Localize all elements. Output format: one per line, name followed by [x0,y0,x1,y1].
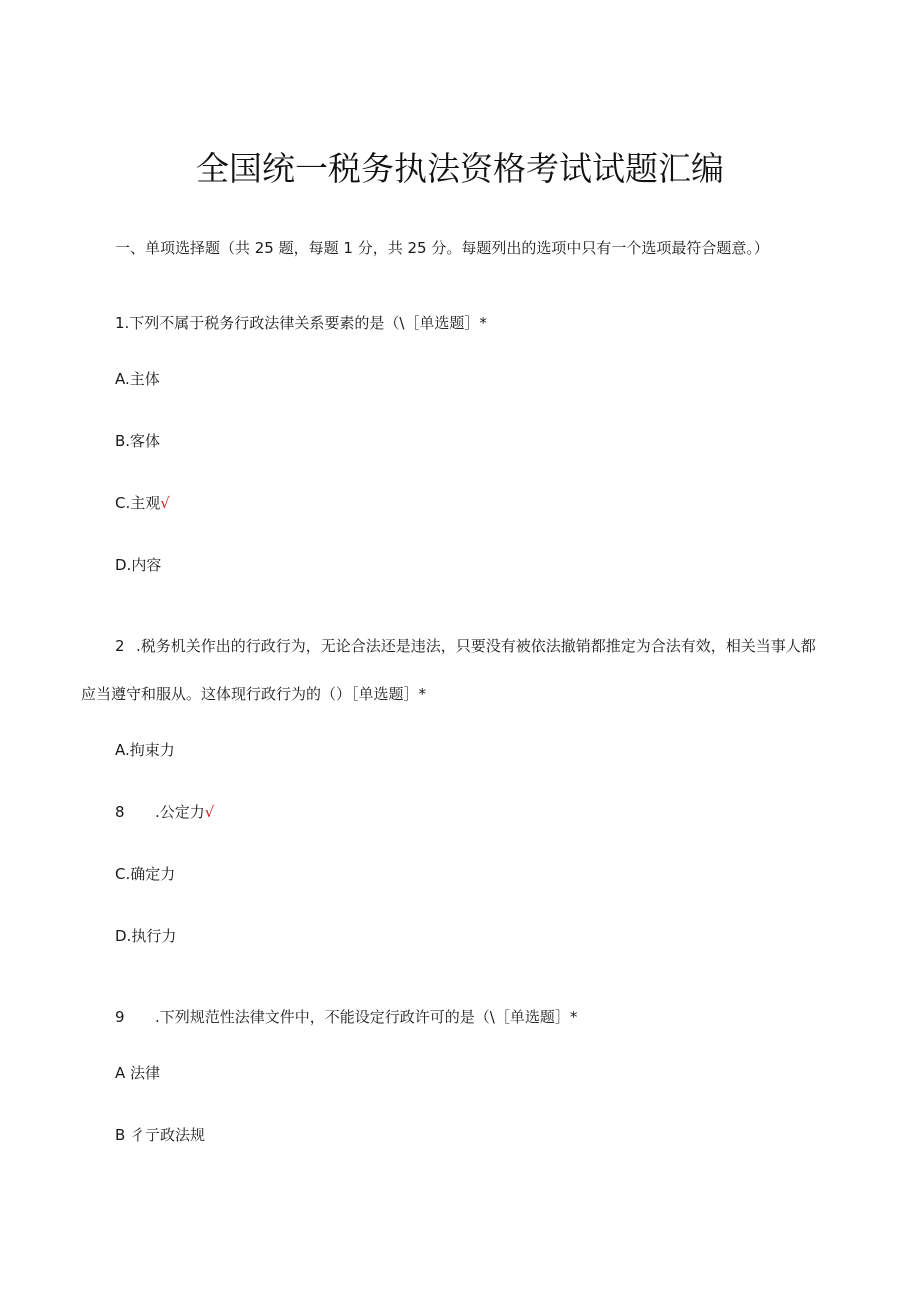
question-2-option-b[interactable] [155,802,214,822]
option-text: A.拘束力 [115,741,175,759]
question-3-number: 9 [115,1008,125,1026]
section-heading: 一、单项选择题（共 25 题，每题 1 分，共 25 分。每题列出的选项中只有一个选项最符合题意。） [115,239,769,257]
option-text: D.执行力 [115,927,177,945]
question-1-stem: 1.下列不属于税务行政法律关系要素的是（\［单选题］* [115,314,487,332]
option-text: B 彳亍政法规 [115,1126,206,1144]
question-3-option-b[interactable] [115,1125,205,1145]
question-2-option-a[interactable] [115,740,175,760]
option-text: C.主观 [115,494,161,512]
question-1-option-d[interactable] [115,555,161,575]
option-text: A 法律 [115,1064,161,1082]
question-2-option-d[interactable] [115,926,176,946]
check-mark-icon: √ [204,803,215,821]
option-text: B.客体 [115,432,161,450]
option-text: D.内容 [115,556,162,574]
question-3-stem: .下列规范性法律文件中，不能设定行政许可的是（\［单选题］* [155,1008,578,1026]
question-2-option-c[interactable] [115,864,175,884]
question-2-stem-line1: .税务机关作出的行政行为，无论合法还是违法，只要没有被依法撤销都推定为合法有效，相关当事人都 [136,637,816,655]
question-2-number: 2 [115,637,125,655]
check-mark-icon: √ [160,494,170,512]
question-1-option-c[interactable] [115,493,170,513]
question-3-option-a[interactable] [115,1063,160,1083]
option-text: C.确定力 [115,865,176,883]
question-2-option-b-prefix: 8 [115,803,125,821]
question-1-option-a[interactable] [115,369,160,389]
option-text: .公定力 [155,803,205,821]
question-2-stem-line2: 应当遵守和服从。这体现行政行为的（）［单选题］* [81,685,427,703]
option-text: A.主体 [115,370,160,388]
question-1-option-b[interactable] [115,431,160,451]
document-title: 全国统一税务执法资格考试试题汇编 [196,149,724,188]
